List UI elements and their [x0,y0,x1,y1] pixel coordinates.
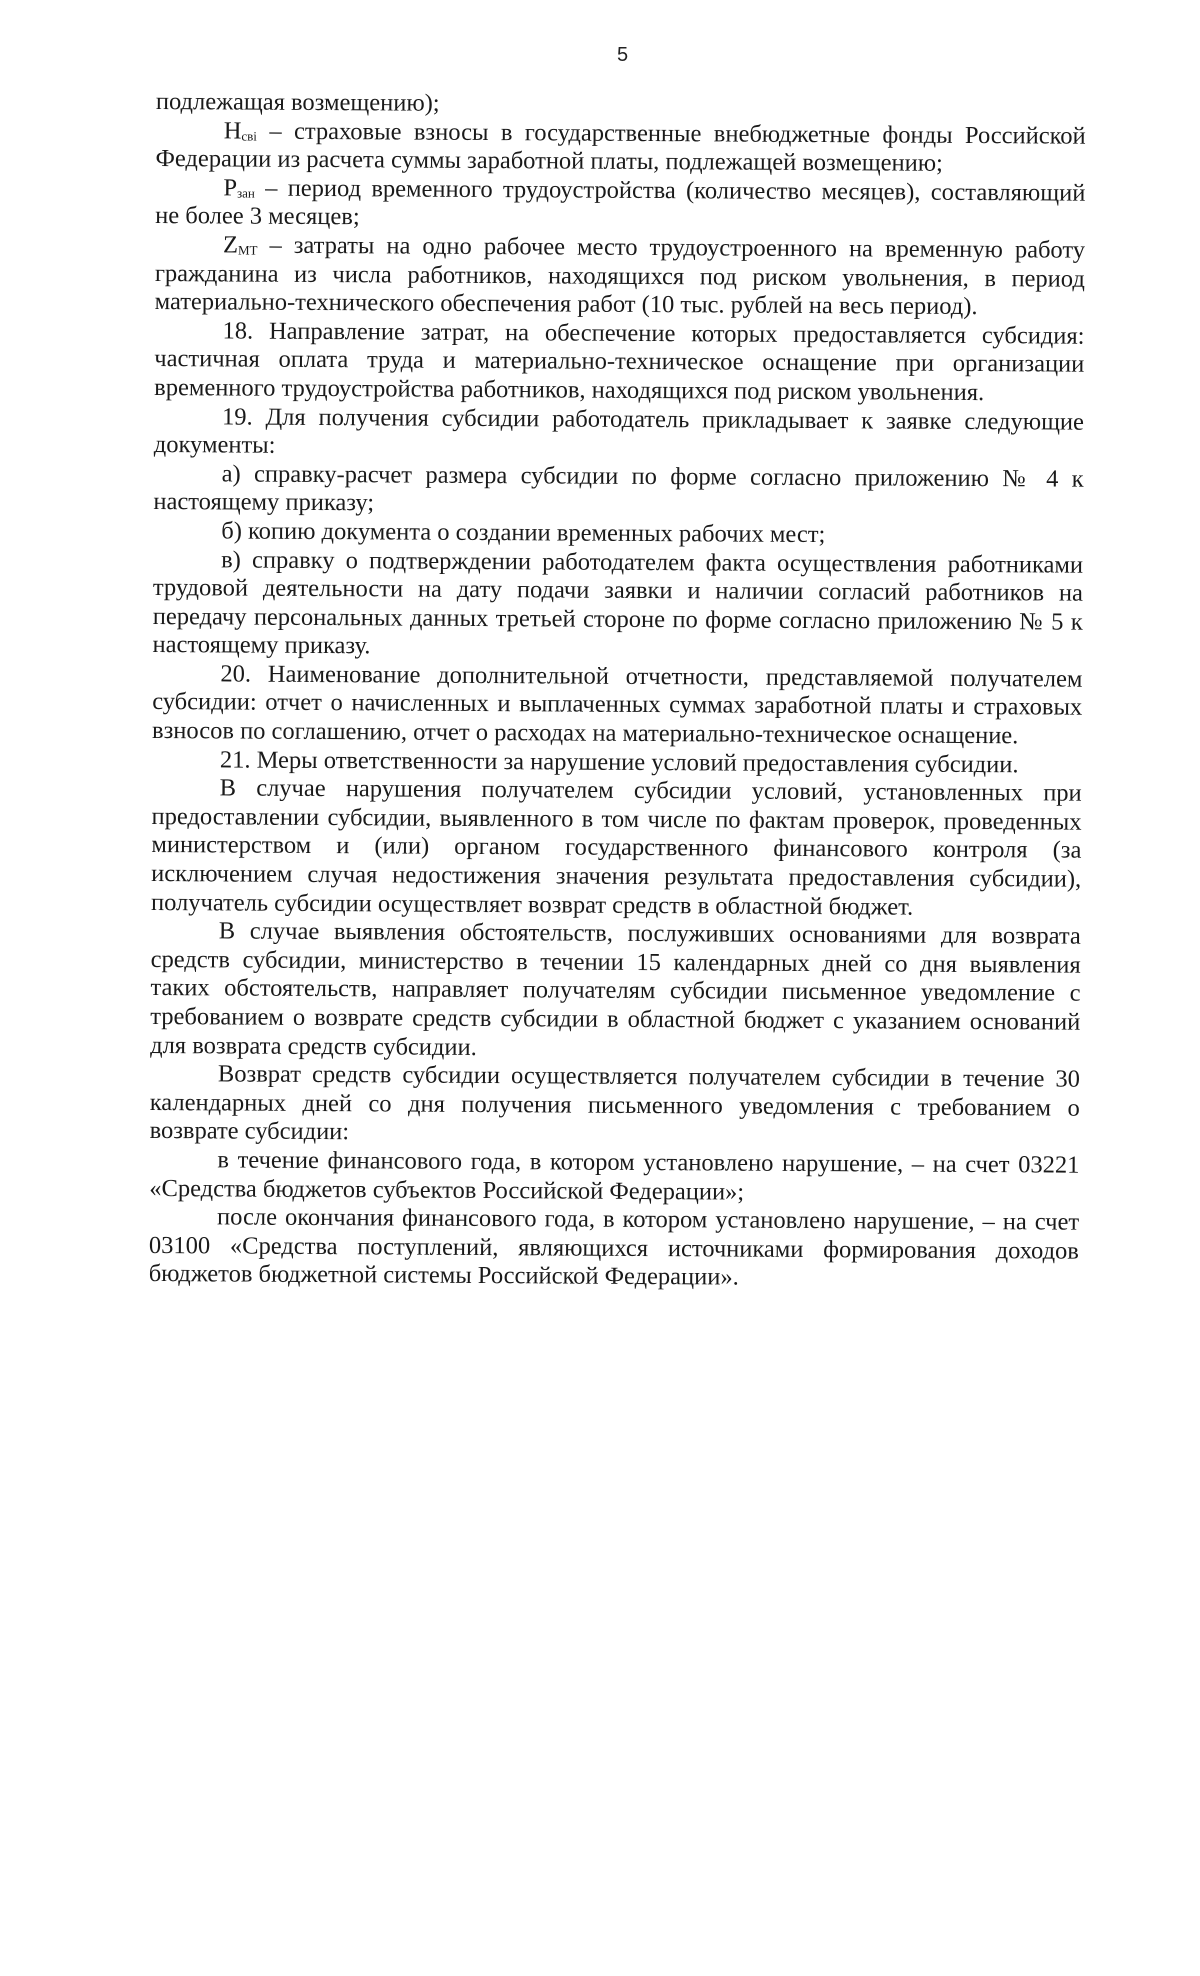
paragraph-18: 18. Направление затрат, на обеспечение которых предоставляется субсидия: частичная оплата труда и материально-техническое оснащение при организации временного трудоустройства работников, находящихся под риском увольнения. [154,317,1085,407]
formula-symbol: Р [223,174,238,202]
paragraph-account-03100: после окончания финансового года, в котором установлено нарушение, – на счет 03100 «Средства поступлений, являющихся источниками формирования доходов бюджетов бюджетной системы Российской Федерации». [148,1203,1080,1291]
paragraph-19: 19. Для получения субсидии работодатель прикладывает к заявке следующие документы: [153,402,1085,459]
formula-subscript: свi [241,128,257,144]
formula-subscript: МТ [237,242,258,258]
paragraph-definition-rzan [155,174,1085,237]
definition-text: – страховые взносы в государственные внебюджетные фонды Российской Федерации из расчета суммы заработной платы, подлежащей возмещению; [155,117,1086,177]
formula-subscript: зан [236,185,255,201]
formula-symbol: Z [222,231,239,259]
page-number: 5 [616,44,629,66]
paragraph-continuation: подлежащая возмещению); [155,88,440,117]
paragraph-return-term: Возврат средств субсидии осуществляется получателем субсидии в течение 30 календарных дней со дня получения письменного уведомления с требованием о возврате субсидии: [149,1060,1081,1146]
document-body [149,88,1086,1295]
paragraph-definition-nsv [155,117,1085,180]
paragraph-21: 21. Меры ответственности за нарушение условий предоставления субсидии. [219,746,1019,778]
paragraph-violation-return: В случае нарушения получателем субсидии условий, установленных при предоставлении субсидии, выявленного в том числе по фактам проверок, проведенных министерством и (или) органом государственного финансового контроля (за исключением случая недостижения значения результата предоставления субсидии), получатель субсидии осуществляет возврат средств в областной бюджет. [150,774,1082,921]
paragraph-19-a: а) справку-расчет размера субсидии по форме согласно приложению № 4 к настоящему приказу; [153,460,1084,517]
paragraph-19-b: б) копию документа о создании временных рабочих мест; [221,517,826,549]
paragraph-definition-zmt [155,231,1086,322]
definition-text: – период временного трудоустройства (количество месяцев), составляющий не более 3 месяцев; [155,174,1086,231]
paragraph-20: 20. Наименование дополнительной отчетности, представляемой получателем субсидии: отчет о начисленных и выплаченных суммах заработной платы и страховых взносов по соглашению, отчет о расходах на материально-техническое оснащение. [151,660,1083,750]
paragraph-notification: В случае выявления обстоятельств, послуживших основаниями для возврата средств субсидии, министерство в течении 15 календарных дней со дня выявления таких обстоятельств, направляет получателям субсидии письменное уведомление с требованием о возврате средств субсидии в областной бюджет с указанием оснований для возврата средств субсидии. [150,917,1081,1061]
paragraph-account-03221: в течение финансового года, в котором установлено нарушение, – на счет 03221 «Средства бюджетов субъектов Российской Федерации»; [149,1146,1080,1206]
paragraph-19-v: в) справку о подтверждении работодателем факта осуществления работниками трудовой деятельности на дату подачи заявки и наличии согласий работников на передачу персональных данных третьей стороне по форме согласно приложению № 5 к настоящему приказу. [152,545,1084,660]
definition-text: – затраты на одно рабочее место трудоустроенного на временную работу гражданина из числа работников, находящихся под риском увольнения, в период материально-технического обеспечения работ (10 тыс. рублей на весь период). [154,231,1086,321]
formula-symbol: Н [223,117,242,145]
